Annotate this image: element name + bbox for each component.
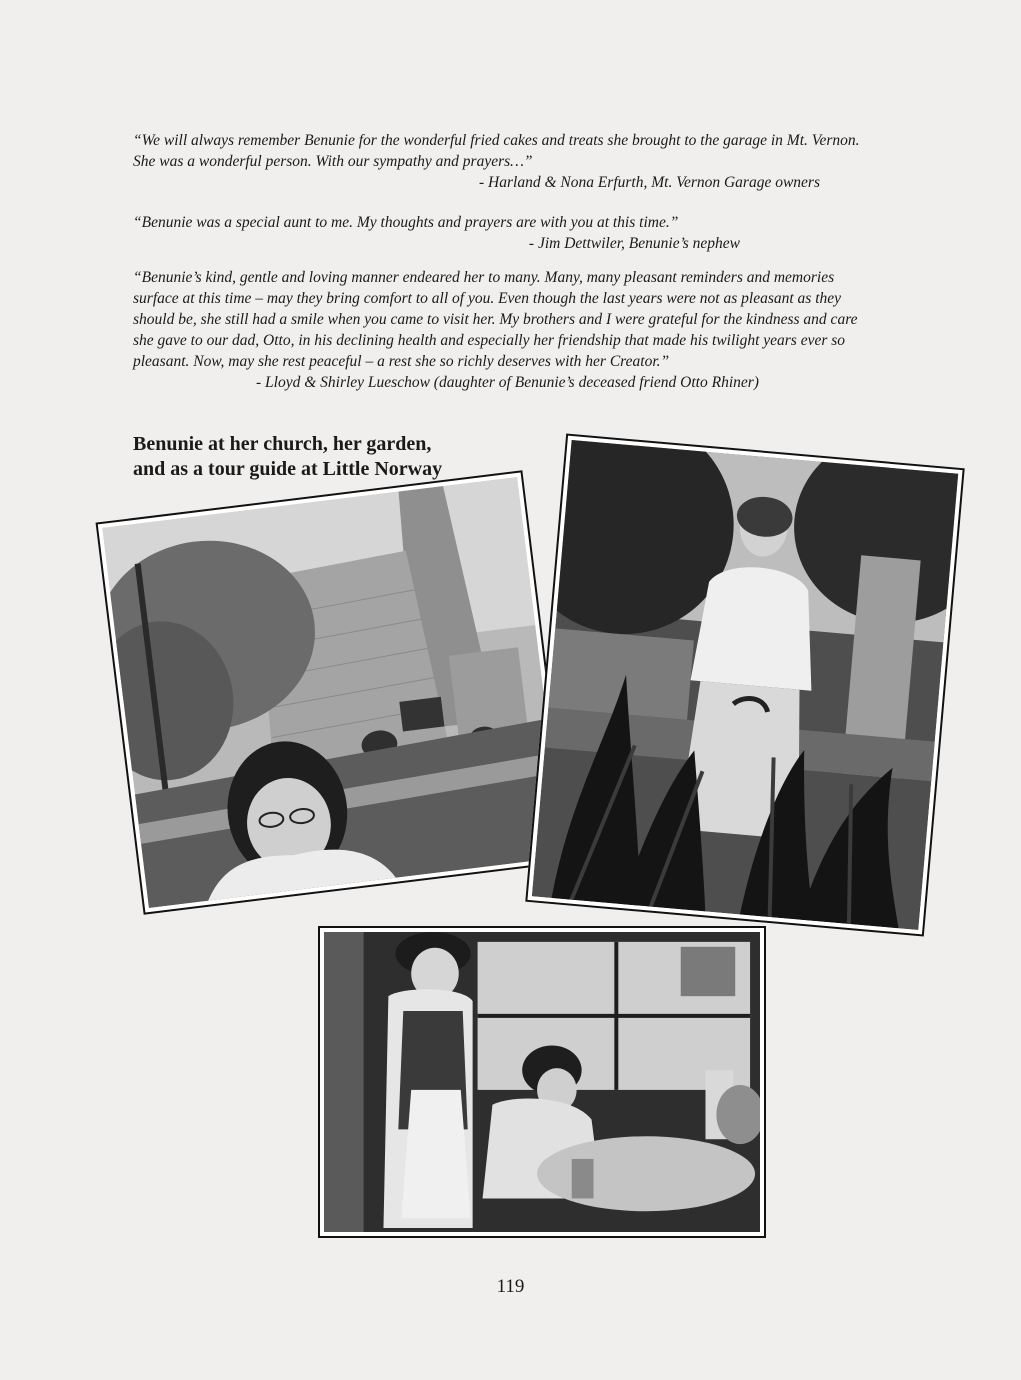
quote-text: “Benunie’s kind, gentle and loving manner endeared her to many. Many, many pleasant reminders and memories surface at this time – may they bring comfort to all of you. Even though the last years were not as pleasant as they should be, she still had a smile when you came to visit her. My brothers and I were grateful for the kindness and care she gave to our dad, Otto, in his declining health and especially her friendship that made his twilight years ever so pleasant. Now, may she rest peaceful – a rest she so richly deserves with her Creator.” — [133, 269, 858, 370]
quote-lueschow — [133, 267, 868, 393]
photo-tour-guide — [318, 926, 766, 1238]
quote-text: “Benunie was a special aunt to me. My thoughts and prayers are with you at this time.” — [133, 214, 679, 231]
caption-line: Benunie at her church, her garden, — [133, 433, 432, 455]
quote-attribution: - Lloyd & Shirley Lueschow (daughter of Benunie’s deceased friend Otto Rhiner) — [256, 374, 759, 391]
quote-erfurth — [133, 130, 868, 193]
tour-guide-photo-image — [324, 932, 760, 1232]
quote-dettwiler — [133, 212, 868, 254]
photo-church — [96, 470, 571, 914]
garden-photo-image — [532, 440, 958, 930]
page-number: 119 — [496, 1276, 525, 1297]
photo-garden — [525, 433, 964, 936]
photo-caption — [133, 432, 473, 482]
quote-text: “We will always remember Benunie for the wonderful fried cakes and treats she brought to the garage in Mt. Vernon. She was a wonderful person. With our sympathy and prayers…” — [133, 132, 860, 170]
church-photo-image — [102, 477, 564, 908]
quote-attribution: - Harland & Nona Erfurth, Mt. Vernon Garage owners — [479, 174, 820, 191]
quote-attribution: - Jim Dettwiler, Benunie’s nephew — [528, 235, 740, 252]
caption-line: and as a tour guide at Little Norway — [133, 458, 443, 480]
